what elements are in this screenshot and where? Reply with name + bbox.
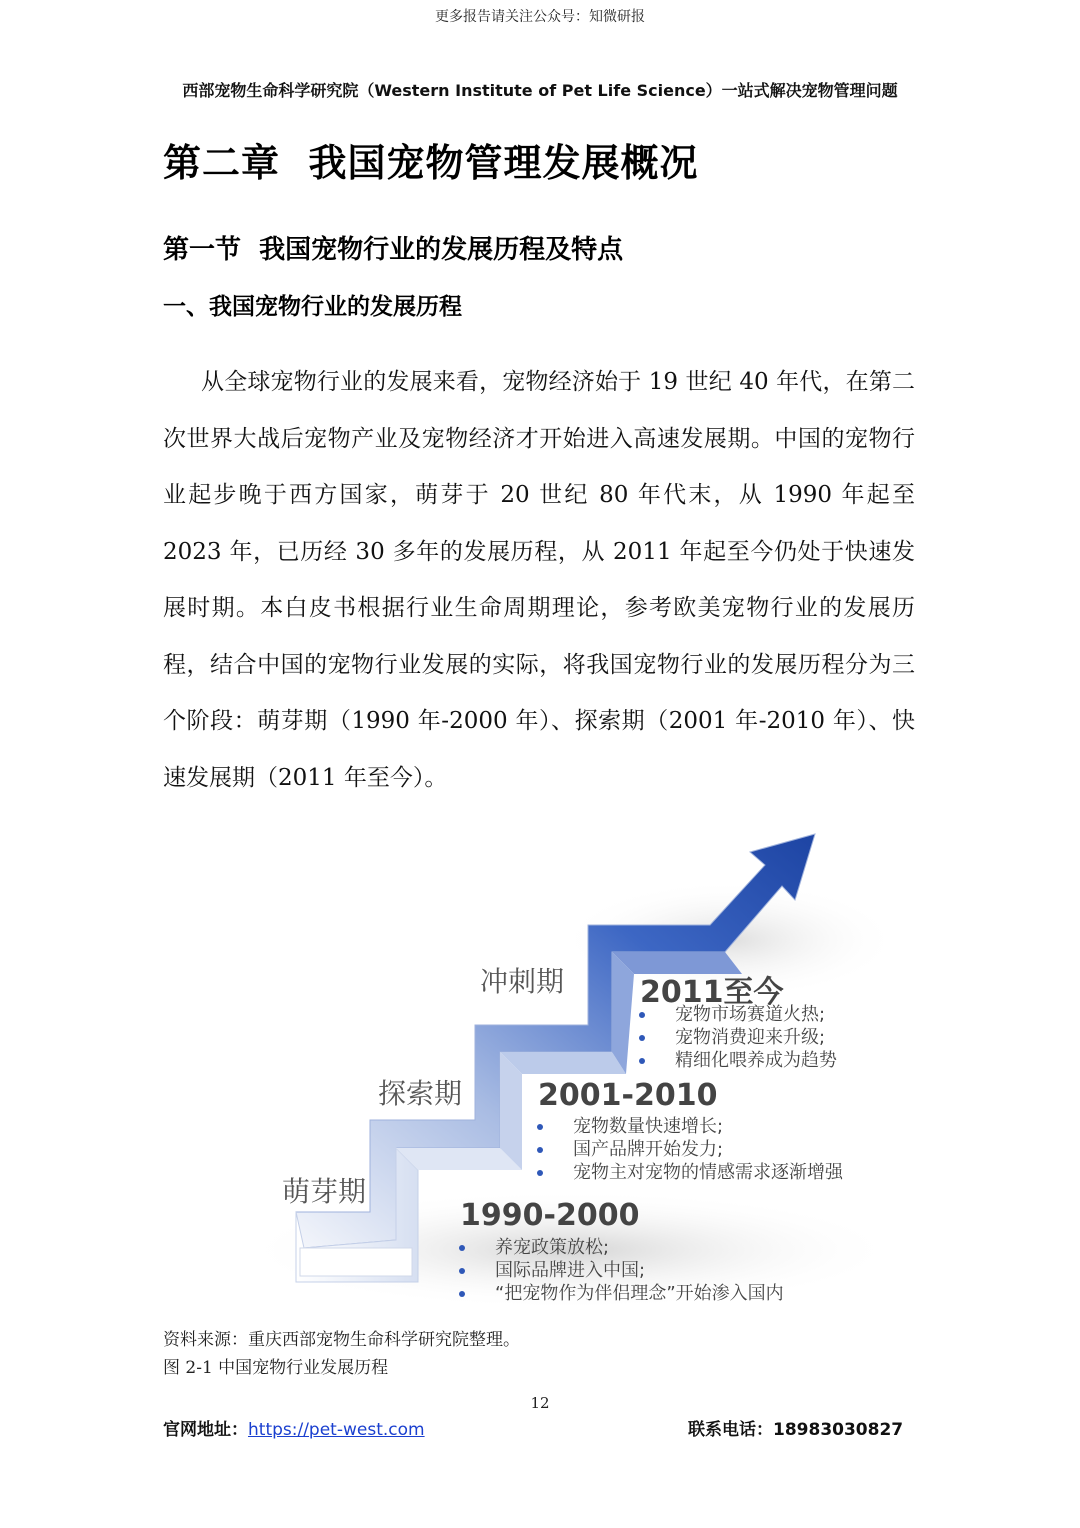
running-header: 西部宠物生命科学研究院（Western Institute of Pet Life Science）一站式解决宠物管理问题: [182, 81, 898, 100]
year-label-3: 2011至今: [640, 975, 784, 1010]
list-item: “把宠物作为伴侣理念”开始渗入国内: [455, 1282, 784, 1305]
stage-label-3: 冲刺期: [480, 965, 565, 998]
list-item: 宠物主对宠物的情感需求逐渐增强: [533, 1161, 843, 1184]
bullet-dot-icon: [639, 1035, 645, 1041]
stage-label-2: 探索期: [378, 1077, 463, 1110]
figure-caption: 图 2-1 中国宠物行业发展历程: [163, 1358, 389, 1378]
bullet-dot-icon: [639, 1012, 645, 1018]
chapter-title: 第二章 我国宠物管理发展概况: [163, 141, 699, 185]
bullet-dot-icon: [537, 1147, 543, 1153]
year-label-1: 1990-2000: [460, 1198, 640, 1233]
list-item: 国际品牌进入中国;: [455, 1259, 784, 1282]
subsection-title: 一、我国宠物行业的发展历程: [163, 294, 462, 320]
development-stages-figure: [230, 820, 890, 1320]
list-item: 宠物数量快速增长;: [533, 1115, 843, 1138]
website-label: 官网地址：: [163, 1420, 248, 1440]
body-paragraph: 从全球宠物行业的发展来看，宠物经济始于 19 世纪 40 年代，在第二次世界大战后宠物产业及宠物经济才开始进入高速发展期。中国的宠物行业起步晚于西方国家，萌芽于 20 世纪 80 年代末，从 1990 年起至 2023 年，已历经 30 多年的发展历程，从 2011 年起至今仍处于快速发展时期。本白皮书根据行业生命周期理论，参考欧美宠物行业的发展历程，结合中国的宠物行业发展的实际，将我国宠物行业的发展历程分为三个阶段：萌芽期（1990 年-2000 年）、探索期（2001 年-2010 年）、快速发展期（2011 年至今）。: [163, 369, 915, 791]
list-item: 宠物消费迎来升级;: [635, 1026, 837, 1049]
list-item: 国产品牌开始发力;: [533, 1138, 843, 1161]
bullet-dot-icon: [537, 1124, 543, 1130]
list-item: 宠物市场赛道火热;: [635, 1003, 837, 1026]
website-link[interactable]: https://pet-west.com: [248, 1420, 425, 1440]
bullet-dot-icon: [459, 1245, 465, 1251]
bullet-dot-icon: [537, 1170, 543, 1176]
footer-website: [163, 1415, 425, 1440]
bullet-list-3: [635, 1003, 837, 1072]
bullet-list-1: [455, 1236, 784, 1305]
footer-phone: 联系电话：18983030827: [688, 1420, 904, 1440]
top-note: 更多报告请关注公众号：知微研报: [435, 9, 645, 25]
bullet-dot-icon: [639, 1058, 645, 1064]
page-number: 12: [530, 1394, 550, 1412]
list-item: 精细化喂养成为趋势: [635, 1049, 837, 1072]
bullet-dot-icon: [459, 1291, 465, 1297]
bullet-dot-icon: [459, 1268, 465, 1274]
year-label-2: 2001-2010: [538, 1078, 718, 1113]
list-item: 养宠政策放松;: [455, 1236, 784, 1259]
stage-label-1: 萌芽期: [282, 1175, 367, 1208]
bullet-list-2: [533, 1115, 843, 1184]
section-title: 第一节 我国宠物行业的发展历程及特点: [163, 235, 624, 265]
source-note: 资料来源：重庆西部宠物生命科学研究院整理。: [163, 1330, 520, 1350]
